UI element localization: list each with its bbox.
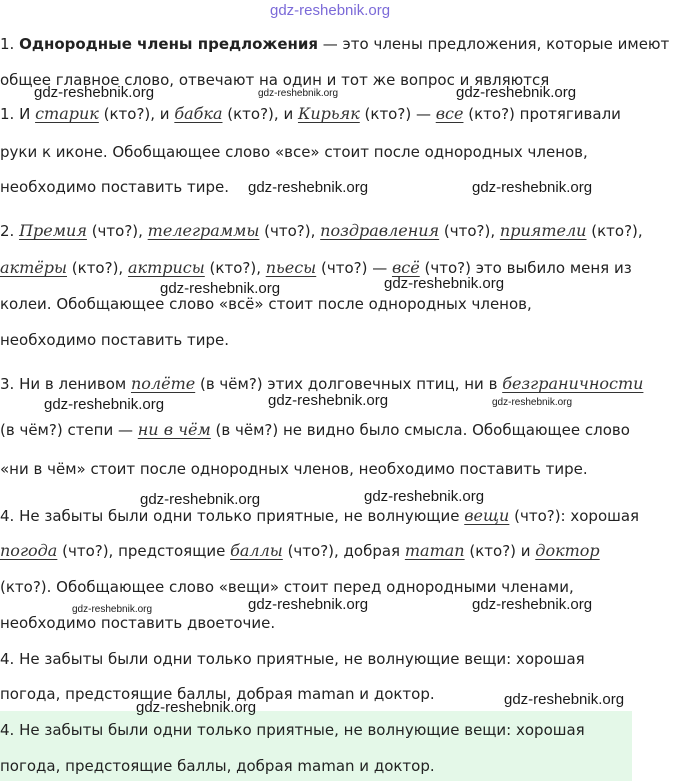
text: (что?) это выбило меня из (419, 259, 632, 277)
watermark: gdz-reshebnik.org (364, 488, 485, 505)
homogeneous-member: актёры (0, 258, 68, 277)
text: (что?), добрая (282, 542, 405, 560)
definition-line-1 (0, 34, 669, 54)
s5-line-1: 4. Не забыты были одни только приятные, не волнующие вещи: хорошая (0, 650, 585, 668)
s5-line-2: погода, предстоящие баллы, добрая maman и доктор. (0, 685, 435, 703)
text: (что?): хорошая (509, 507, 640, 525)
text: (кто?), и (222, 105, 298, 123)
watermark: gdz-reshebnik.org (248, 596, 369, 613)
text: (в чём?) не видно было смысла. Обобщающее слово (210, 421, 630, 439)
s1-line-3: необходимо поставить тире. (0, 178, 229, 196)
homogeneous-member: старик (35, 104, 99, 123)
homogeneous-member: приятели (499, 221, 587, 240)
s6-line-2: погода, предстоящие баллы, добрая maman и доктор. (0, 757, 435, 775)
text: (в чём?) степи — (0, 421, 138, 439)
watermark: gdz-reshebnik.org (140, 491, 261, 508)
term-bold: Однородные члены предложения (19, 35, 319, 53)
definition-line-2: общее главное слово, отвечают на один и тот же вопрос и являются (0, 71, 550, 89)
text: (кто?) — (359, 105, 436, 123)
watermark: gdz-reshebnik.org (492, 397, 573, 408)
watermark: gdz-reshebnik.org (504, 691, 625, 708)
homogeneous-member: бабка (174, 104, 223, 123)
s4-line-3: (кто?). Обобщающее слово «вещи» стоит перед однородными членами, (0, 578, 574, 596)
s3-line-2 (0, 420, 630, 440)
watermark: gdz-reshebnik.org (384, 275, 505, 292)
s2-line-3: колеи. Обобщающее слово «всё» стоит после однородных членов, (0, 295, 532, 313)
s1-line-2: руки к иконе. Обобщающее слово «все» стоит после однородных членов, (0, 143, 588, 161)
s3-line-3: «ни в чём» стоит после однородных членов, необходимо поставить тире. (0, 460, 588, 478)
s4-line-4: необходимо поставить двоеточие. (0, 614, 276, 632)
text: (кто?) и (464, 542, 536, 560)
watermark: gdz-reshebnik.org (44, 396, 165, 413)
text: 2. (0, 222, 20, 240)
watermark: gdz-reshebnik.org (472, 179, 593, 196)
text: (что?), (86, 222, 148, 240)
watermark: gdz-reshebnik.org (34, 84, 155, 101)
s1-line-1 (0, 104, 621, 124)
watermark: gdz-reshebnik.org (248, 179, 369, 196)
text: 1. И (0, 105, 36, 123)
text: (что?) — (316, 259, 392, 277)
homogeneous-member: Премия (19, 221, 87, 240)
site-watermark-top: gdz-reshebnik.org (270, 2, 391, 19)
s2-line-2 (0, 258, 632, 278)
s3-line-1 (0, 374, 643, 394)
watermark: gdz-reshebnik.org (72, 604, 153, 615)
generalizing-word: ни в чём (137, 420, 211, 439)
s6-line-1: 4. Не забыты были одни только приятные, не волнующие вещи: хорошая (0, 721, 585, 739)
s4-line-1 (0, 506, 639, 526)
watermark: gdz-reshebnik.org (456, 84, 577, 101)
homogeneous-member: полёте (130, 374, 196, 393)
homogeneous-member: телеграммы (147, 221, 260, 240)
generalizing-word: всё (391, 258, 420, 277)
text: (кто?), и (98, 105, 175, 123)
text: (кто?), (586, 222, 643, 240)
s4-line-2 (0, 541, 600, 561)
text: (что?), (259, 222, 321, 240)
generalizing-word: вещи (464, 506, 510, 525)
text: 4. Не забыты были одни только приятные, не волнующие (0, 507, 465, 525)
watermark: gdz-reshebnik.org (258, 88, 339, 99)
watermark: gdz-reshebnik.org (136, 699, 257, 716)
text: (что?), (439, 222, 500, 240)
s2-line-1 (0, 221, 643, 241)
text: (кто?), (67, 259, 128, 277)
homogeneous-member: mатап (404, 541, 465, 560)
text: (кто?), (204, 259, 266, 277)
watermark: gdz-reshebnik.org (160, 280, 281, 297)
text: 1. (0, 35, 20, 53)
text: (в чём?) этих долговечных птиц, ни в (195, 375, 503, 393)
homogeneous-member: актрисы (127, 258, 205, 277)
homogeneous-member: доктор (535, 541, 600, 560)
homogeneous-member: баллы (230, 541, 283, 560)
text: (кто?) протягивали (463, 105, 621, 123)
homogeneous-member: поздравления (320, 221, 440, 240)
text: — это члены предложения, которые имеют (318, 35, 670, 53)
homogeneous-member: Кирьяк (297, 104, 360, 123)
watermark: gdz-reshebnik.org (472, 596, 593, 613)
homogeneous-member: погода (0, 541, 58, 560)
watermark: gdz-reshebnik.org (268, 392, 389, 409)
homogeneous-member: безграничности (502, 374, 644, 393)
s2-line-4: необходимо поставить тире. (0, 331, 229, 349)
generalizing-word: все (435, 104, 464, 123)
text: (что?), предстоящие (57, 542, 231, 560)
text: 3. Ни в ленивом (0, 375, 131, 393)
homogeneous-member: пьесы (265, 258, 317, 277)
